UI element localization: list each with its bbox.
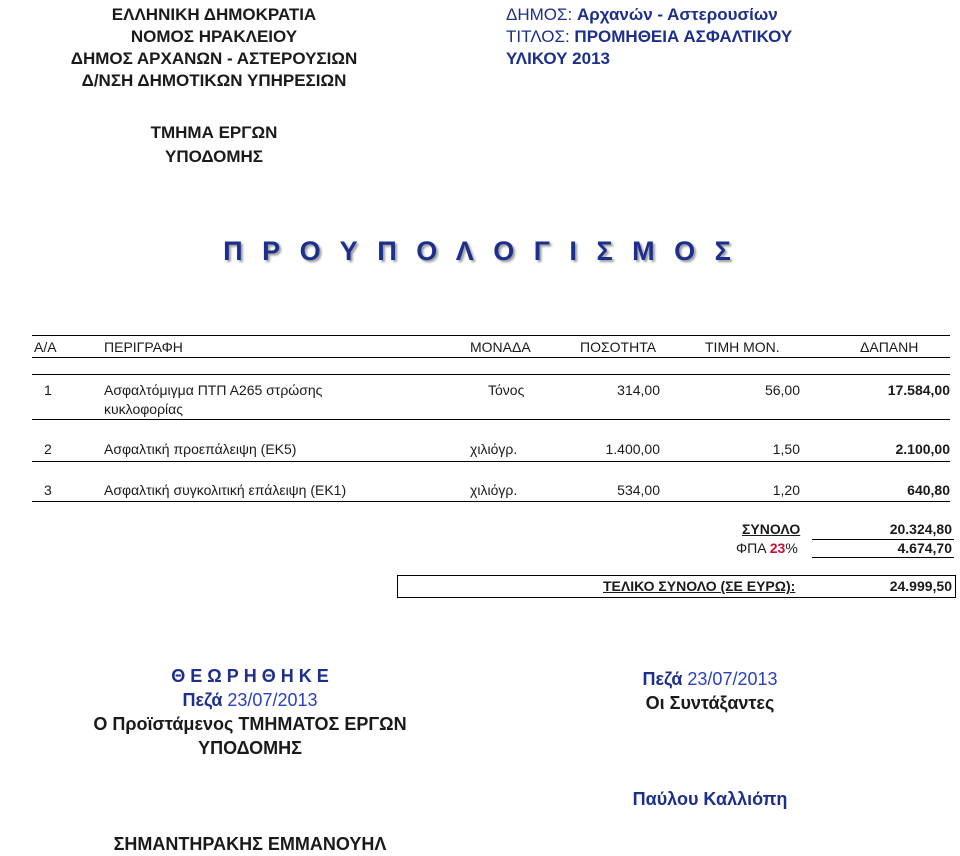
row-1-rule <box>32 419 950 420</box>
subtotal-value: 20.324,80 <box>889 521 952 537</box>
drafted-block <box>580 667 840 715</box>
vat-label: ΦΠΑ <box>736 540 766 556</box>
row-2-quantity: 1.400,00 <box>605 441 660 457</box>
column-header-cost: ΔΑΠΑΝΗ <box>860 339 919 355</box>
approval-signatory-name: ΣΗΜΑΝΤΗΡΑΚΗΣ ΕΜΜΑΝΟΥΗΛ <box>113 834 387 854</box>
approval-role-1: Ο Προϊστάμενος ΤΜΗΜΑΤΟΣ ΕΡΓΩΝ <box>93 714 407 734</box>
header-line-1: ΕΛΛΗΝΙΚΗ ΔΗΜΟΚΡΑΤΙΑ <box>111 5 317 24</box>
row-2-unit: χιλιόγρ. <box>470 441 518 457</box>
project-header <box>506 4 792 70</box>
row-1-quantity: 314,00 <box>617 382 660 398</box>
row-3-description: Ασφαλτική συγκολιτική επάλειψη (ΕΚ1) <box>104 482 347 498</box>
header-line-3: ΔΗΜΟΣ ΑΡΧΑΝΩΝ - ΑΣΤΕΡΟΥΣΙΩΝ <box>70 49 358 68</box>
row-1-description-cont: κυκλοφορίας <box>104 401 184 417</box>
row-2-cost: 2.100,00 <box>895 441 950 457</box>
row-2-unit-price: 1,50 <box>772 441 800 457</box>
approval-date: 23/07/2013 <box>227 690 318 710</box>
vat-rate: 23 <box>769 540 786 556</box>
row-3-cost: 640,80 <box>907 482 950 498</box>
column-header-quantity: ΠΟΣΟΤΗΤΑ <box>580 339 657 355</box>
row-2-description: Ασφαλτική προεπάλειψη (ΕΚ5) <box>104 441 297 457</box>
department-line-2: ΥΠΟΔΟΜΗΣ <box>164 147 263 166</box>
row-3-rule <box>32 501 950 502</box>
document-title: Π Ρ Ο Υ Π Ο Λ Ο Γ Ι Σ Μ Ο Σ <box>223 236 737 266</box>
vat-percent-sign: % <box>785 540 798 556</box>
row-3-unit: χιλιόγρ. <box>470 482 518 498</box>
header-line-4: Δ/ΝΣΗ ΔΗΜΟΤΙΚΩΝ ΥΠΗΡΕΣΙΩΝ <box>81 71 347 90</box>
approval-block <box>70 664 430 760</box>
drafted-role: Οι Συντάξαντες <box>645 693 775 713</box>
department-line-1: ΤΜΗΜΑ ΕΡΓΩΝ <box>150 123 278 142</box>
drafted-place: Πεζά <box>642 669 683 689</box>
grand-total-label: ΤΕΛΙΚΟ ΣΥΝΟΛΟ (ΣΕ ΕΥΡΩ): <box>603 578 796 594</box>
project-title-value-2: ΥΛΙΚΟΥ 2013 <box>506 49 610 68</box>
drafted-signatory-name: Παύλου Καλλιόπη <box>632 789 788 809</box>
vat-value: 4.674,70 <box>897 540 952 556</box>
grand-total-value: 24.999,50 <box>889 578 952 594</box>
row-1-unit-price: 56,00 <box>764 382 800 398</box>
municipality-value: Αρχανών - Αστερουσίων <box>576 5 778 24</box>
column-header-description: ΠΕΡΙΓΡΑΦΗ <box>104 339 183 355</box>
row-2-rule <box>32 461 950 462</box>
department-header <box>60 121 368 169</box>
row-1-aa: 1 <box>44 382 52 398</box>
row-1-description: Ασφαλτόμιγμα ΠΤΠ Α265 στρώσης <box>104 382 323 398</box>
row-3-unit-price: 1,20 <box>772 482 800 498</box>
table-top-rule <box>32 335 950 336</box>
project-title-value-1: ΠΡΟΜΗΘΕΙΑ ΑΣΦΑΛΤΙΚΟΥ <box>574 27 793 46</box>
drafted-date: 23/07/2013 <box>687 669 778 689</box>
authority-header <box>60 4 368 92</box>
row-2-aa: 2 <box>44 441 52 457</box>
column-header-unit: ΜΟΝΑΔΑ <box>470 339 531 355</box>
header-bottom-rule <box>32 357 950 358</box>
row-3-aa: 3 <box>44 482 52 498</box>
approval-role-2: ΥΠΟΔΟΜΗΣ <box>198 738 302 758</box>
municipality-label: ΔΗΜΟΣ: <box>506 5 573 24</box>
row-3-quantity: 534,00 <box>617 482 660 498</box>
project-title-label: ΤΙΤΛΟΣ: <box>506 27 570 46</box>
column-header-unit-price: ΤΙΜΗ ΜΟΝ. <box>705 339 780 355</box>
column-header-aa: Α/Α <box>34 339 57 355</box>
approval-heading: Θ Ε Ω Ρ Η Θ Η Κ Ε <box>171 666 329 686</box>
vat-rule <box>812 557 954 558</box>
row-1-unit: Τόνος <box>488 382 525 398</box>
approval-place: Πεζά <box>182 690 223 710</box>
vat-line <box>736 540 798 556</box>
row-1-cost: 17.584,00 <box>887 382 950 398</box>
subtotal-label: ΣΥΝΟΛΟ <box>742 521 801 537</box>
header-line-2: ΝΟΜΟΣ ΗΡΑΚΛΕΙΟΥ <box>130 27 298 46</box>
header-bottom-rule-2 <box>32 374 950 375</box>
